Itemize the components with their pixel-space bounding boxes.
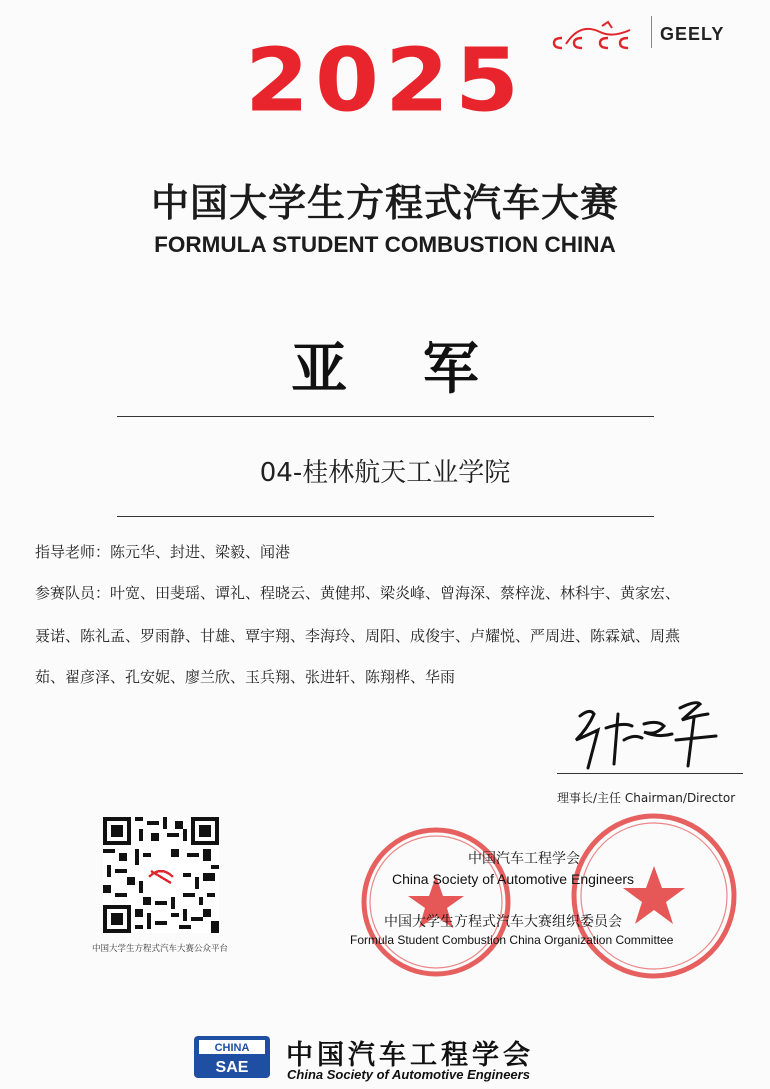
handwritten-signature xyxy=(560,688,730,774)
china-sae-logo xyxy=(193,1035,271,1079)
organizer-2-en: Formula Student Combustion China Organization Committee xyxy=(350,933,674,947)
badge-top-text: CHINA xyxy=(214,1042,250,1054)
footer-org-en: China Society of Automotive Engineers xyxy=(287,1067,530,1082)
signatory-title: 理事长/主任 Chairman/Director xyxy=(557,791,736,805)
signature-line xyxy=(557,773,743,774)
competition-title-cn: 中国大学生方程式汽车大赛 xyxy=(150,181,619,225)
team-members-line-1: 参赛队员：叶宽、田斐瑶、谭礼、程晓云、黄健邦、梁炎峰、曾海深、蔡梓泷、林科宇、黄家宏、 xyxy=(35,584,681,602)
wechat-qr-code xyxy=(103,817,219,933)
geely-logo: GEELY xyxy=(660,24,725,44)
organizing-committee-seal xyxy=(566,808,742,984)
footer-org-cn: 中国汽车工程学会 xyxy=(286,1040,534,1071)
csae-seal xyxy=(356,822,516,982)
organizer-1-cn: 中国汽车工程学会 xyxy=(468,851,580,867)
organizer-1-en: China Society of Automotive Engineers xyxy=(392,871,635,887)
divider-top xyxy=(117,416,654,417)
advisors-line: 指导老师：陈元华、封进、梁毅、闻港 xyxy=(35,543,291,561)
award-title: 亚 军 xyxy=(291,337,507,402)
organizer-2-cn: 中国大学生方程式汽车大赛组织委员会 xyxy=(384,914,622,930)
divider-bottom xyxy=(117,516,654,517)
qr-caption: 中国大学生方程式汽车大赛公众平台 xyxy=(91,944,228,954)
year-heading: 2025 xyxy=(244,29,526,132)
team-name: 04-桂林航天工业学院 xyxy=(259,458,511,488)
competition-title-en: FORMULA STUDENT COMBUSTION CHINA xyxy=(154,232,616,257)
team-members-line-2: 聂诺、陈礼孟、罗雨静、甘雄、覃宇翔、李海玲、周阳、成俊宇、卢耀悦、严周进、陈霖斌、周燕 xyxy=(35,627,681,645)
team-members-line-3: 茹、翟彦泽、孔安妮、廖兰欣、玉兵翔、张进轩、陈翔桦、华雨 xyxy=(35,668,456,686)
badge-bottom-text: SAE xyxy=(215,1059,249,1076)
